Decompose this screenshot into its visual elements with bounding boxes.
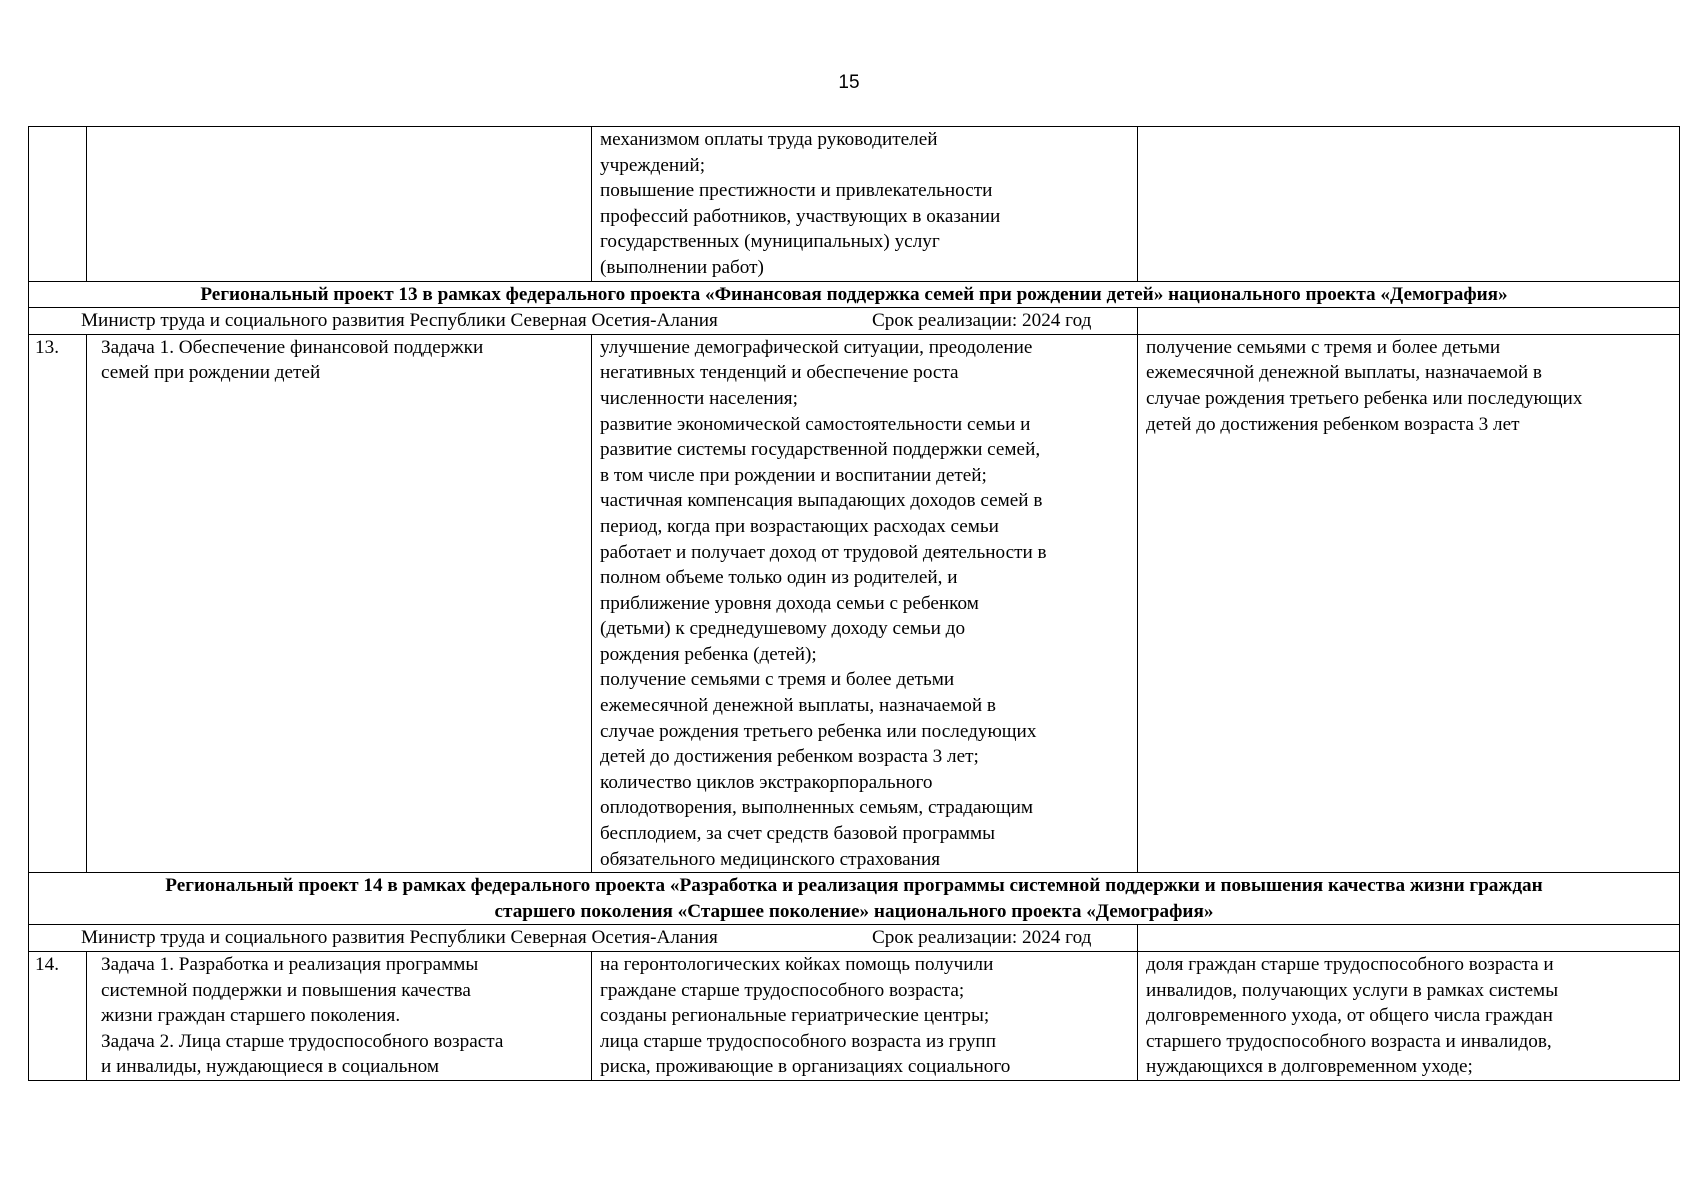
results-line: количество циклов экстракорпорального — [600, 771, 933, 793]
results-line: развитие экономической самостоятельности семьи и — [600, 413, 1031, 435]
indicator-cell — [1138, 952, 1680, 1081]
task-line: Задача 1. Обеспечение финансовой поддержки — [101, 336, 484, 358]
results-line: на геронтологических койках помощь получили — [600, 954, 994, 975]
results-line: развитие системы государственной поддержки семей, — [600, 439, 1041, 461]
indicator-line: нуждающихся в долговременном уходе; — [1146, 1056, 1473, 1078]
indicator-cell — [1138, 334, 1680, 872]
results-line: частичная компенсация выпадающих доходов семей в — [600, 490, 1043, 512]
results-cell — [592, 127, 1138, 282]
results-line: негативных тенденций и обеспечение роста — [600, 362, 959, 384]
results-line: ежемесячной денежной выплаты, назначаемой в — [600, 695, 996, 717]
results-line: (выполнении работ) — [600, 256, 764, 278]
results-line: бесплодием, за счет средств базовой программы — [600, 823, 995, 845]
row-number-cell: 13. — [29, 334, 87, 872]
section-title-line: Региональный проект 13 в рамках федерального проекта «Финансовая поддержка семей при рождении детей» национального проекта «Демография» — [200, 283, 1508, 305]
results-line: граждане старше трудоспособного возраста; — [600, 979, 965, 1001]
indicator-line: ежемесячной денежной выплаты, назначаемой в — [1146, 362, 1542, 384]
indicator-line: случае рождения третьего ребенка или последующих — [1146, 387, 1583, 409]
indicator-line: старшего трудоспособного возраста и инвалидов, — [1146, 1030, 1552, 1052]
results-cell — [592, 334, 1138, 872]
section-title-line: старшего поколения «Старшее поколение» национального проекта «Демография» — [494, 900, 1214, 922]
results-line: риска, проживающие в организациях социального — [600, 1056, 1011, 1078]
task-line: системной поддержки и повышения качества — [101, 979, 471, 1001]
table-row — [29, 952, 1680, 1081]
results-line: учреждений; — [600, 154, 706, 176]
row-number-cell: 14. — [29, 952, 87, 1081]
results-line: созданы региональные гериатрические центры; — [600, 1005, 990, 1027]
responsible-row — [29, 308, 1680, 335]
task-line: семей при рождении детей — [101, 362, 321, 384]
task-cell — [87, 952, 592, 1081]
results-cell — [592, 952, 1138, 1081]
results-line: детей до достижения ребенком возраста 3 лет; — [600, 746, 979, 768]
indicator-line: инвалидов, получающих услуги в рамках системы — [1146, 979, 1559, 1001]
implementation-term — [872, 308, 1680, 335]
section-title — [29, 873, 1680, 925]
results-line: случае рождения третьего ребенка или последующих — [600, 720, 1037, 742]
indicator-line: доля граждан старше трудоспособного возраста и — [1146, 954, 1554, 975]
results-line: работает и получает доход от трудовой деятельности в — [600, 541, 1047, 563]
results-line: полном объеме только один из родителей, и — [600, 567, 958, 589]
row-number-cell — [29, 127, 87, 282]
results-line: повышение престижности и привлекательности — [600, 180, 993, 202]
table-row — [29, 127, 1680, 282]
responsible-official: Министр труда и социального развития Республики Северная Осетия-Алания — [29, 308, 1138, 335]
results-line: рождения ребенка (детей); — [600, 643, 817, 665]
results-line: улучшение демографической ситуации, преодоление — [600, 336, 1033, 358]
results-line: оплодотворения, выполненных семьям, страдающим — [600, 797, 1034, 819]
results-line: период, когда при возрастающих расходах семьи — [600, 515, 999, 537]
section-title-line: Региональный проект 14 в рамках федерального проекта «Разработка и реализация программы системной поддержки и повышения качества жизни граждан — [165, 875, 1543, 897]
indicator-line: детей до достижения ребенком возраста 3 лет — [1146, 413, 1520, 435]
projects-table — [28, 126, 1680, 1081]
indicator-line: получение семьями с тремя и более детьми — [1146, 336, 1501, 358]
results-line: численности населения; — [600, 387, 798, 409]
table-row — [29, 334, 1680, 872]
implementation-term — [872, 925, 1680, 952]
implementation-term-text: Срок реализации: 2024 год — [872, 927, 1092, 949]
results-line: государственных (муниципальных) услуг — [600, 231, 940, 253]
results-line: лица старше трудоспособного возраста из групп — [600, 1030, 996, 1052]
responsible-official: Министр труда и социального развития Республики Северная Осетия-Алания — [29, 925, 1138, 952]
indicator-line: долговременного ухода, от общего числа граждан — [1146, 1005, 1553, 1027]
task-line: жизни граждан старшего поколения. — [101, 1005, 401, 1027]
results-line: профессий работников, участвующих в оказании — [600, 205, 1001, 227]
task-line: и инвалиды, нуждающиеся в социальном — [101, 1056, 439, 1078]
responsible-row — [29, 925, 1680, 952]
task-line: Задача 1. Разработка и реализация программы — [101, 954, 479, 975]
results-line: приближение уровня дохода семьи с ребенком — [600, 592, 979, 614]
task-cell — [87, 334, 592, 872]
section-title — [29, 281, 1680, 308]
results-line: механизмом оплаты труда руководителей — [600, 129, 938, 150]
section-heading-row — [29, 873, 1680, 925]
results-line: обязательного медицинского страхования — [600, 848, 941, 870]
task-line: Задача 2. Лица старше трудоспособного возраста — [101, 1030, 504, 1052]
section-heading-row — [29, 281, 1680, 308]
task-cell — [87, 127, 592, 282]
results-line: в том числе при рождении и воспитании детей; — [600, 464, 987, 486]
indicator-cell — [1138, 127, 1680, 282]
implementation-term-text: Срок реализации: 2024 год — [872, 310, 1092, 332]
results-line: получение семьями с тремя и более детьми — [600, 669, 955, 691]
page-number: 15 — [838, 72, 860, 93]
results-line: (детьми) к среднедушевому доходу семьи до — [600, 618, 966, 640]
